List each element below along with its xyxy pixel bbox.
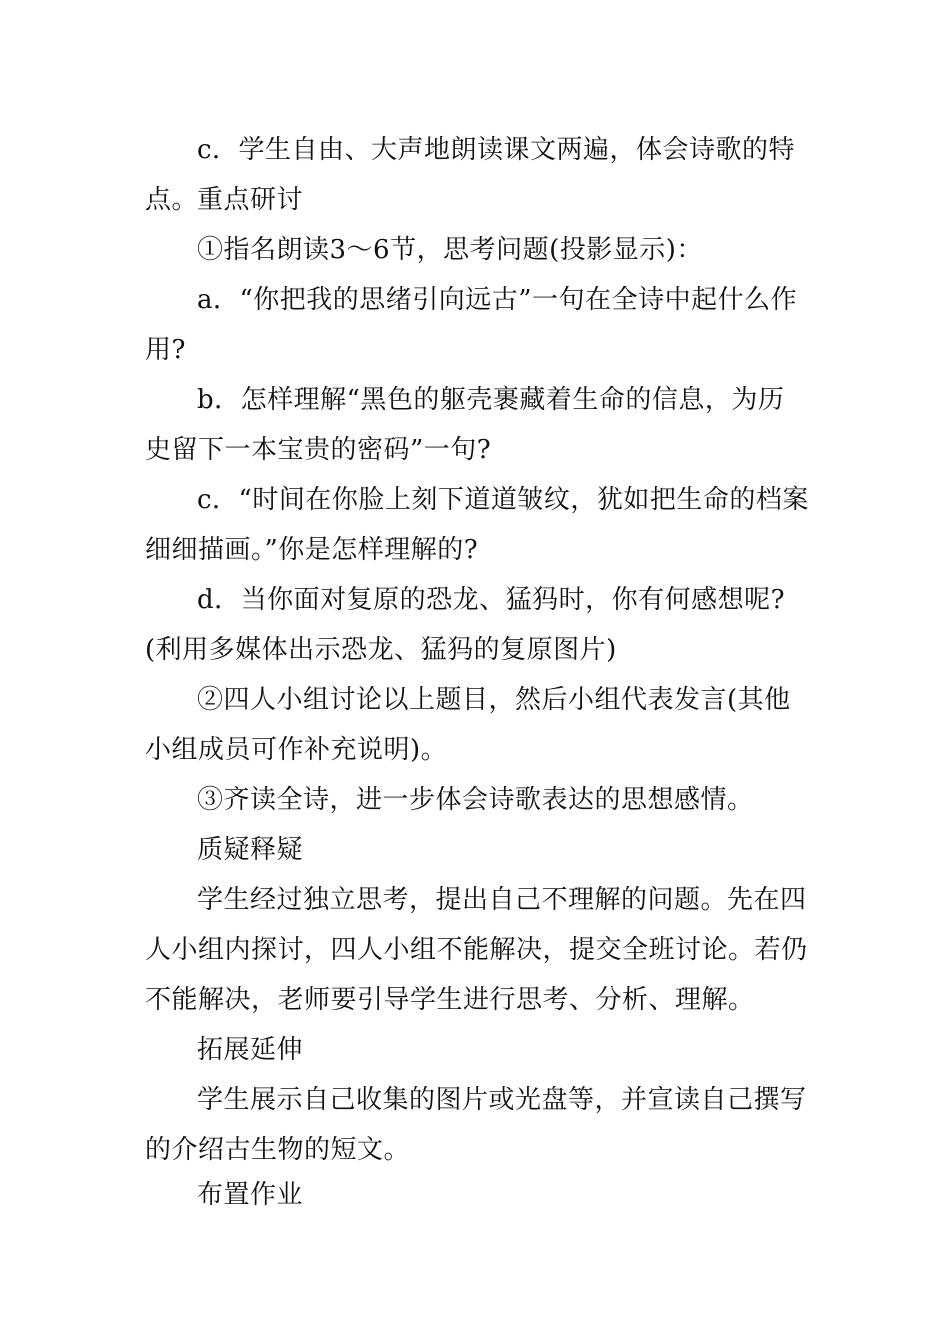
section-heading-questions: 质疑释疑 bbox=[197, 835, 304, 865]
question-d: d．当你面对复原的恐龙、猛犸时，你有何感想呢?(利用多媒体出示恐龙、猛犸的复原图片) bbox=[145, 585, 786, 665]
paragraph-assigned-reading: ①指名朗读3～6节，思考问题(投影显示)： bbox=[197, 235, 703, 265]
question-c: c．“时间在你脸上刻下道道皱纹，犹如把生命的档案细细描画。”你是怎样理解的? bbox=[145, 485, 809, 565]
section-heading-extension: 拓展延伸 bbox=[197, 1035, 304, 1065]
paragraph-read-together: ③齐读全诗，进一步体会诗歌表达的思想感情。 bbox=[197, 785, 754, 815]
paragraph-reading-aloud: c．学生自由、大声地朗读课文两遍，体会诗歌的特点。 bbox=[145, 135, 796, 215]
section-heading-homework: 布置作业 bbox=[197, 1180, 304, 1210]
section-heading-key-discussion: 重点研讨 bbox=[197, 185, 304, 215]
paragraph-independent-thinking: 学生经过独立思考，提出自己不理解的问题。先在四人小组内探讨，四人小组不能解决，提交全班讨论。若仍不能解决，老师要引导学生进行思考、分析、理解。 bbox=[145, 885, 808, 1015]
paragraph-group-discussion: ②四人小组讨论以上题目，然后小组代表发言(其他小组成员可作补充说明)。 bbox=[145, 685, 791, 765]
paragraph-student-showcase: 学生展示自己收集的图片或光盘等，并宣读自己撰写的介绍古生物的短文。 bbox=[145, 1085, 807, 1165]
question-a: a．“你把我的思绪引向远古”一句在全诗中起什么作用? bbox=[145, 285, 798, 365]
question-b: b．怎样理解“黑色的躯壳裹藏着生命的信息，为历史留下一本宝贵的密码”一句? bbox=[145, 385, 785, 465]
